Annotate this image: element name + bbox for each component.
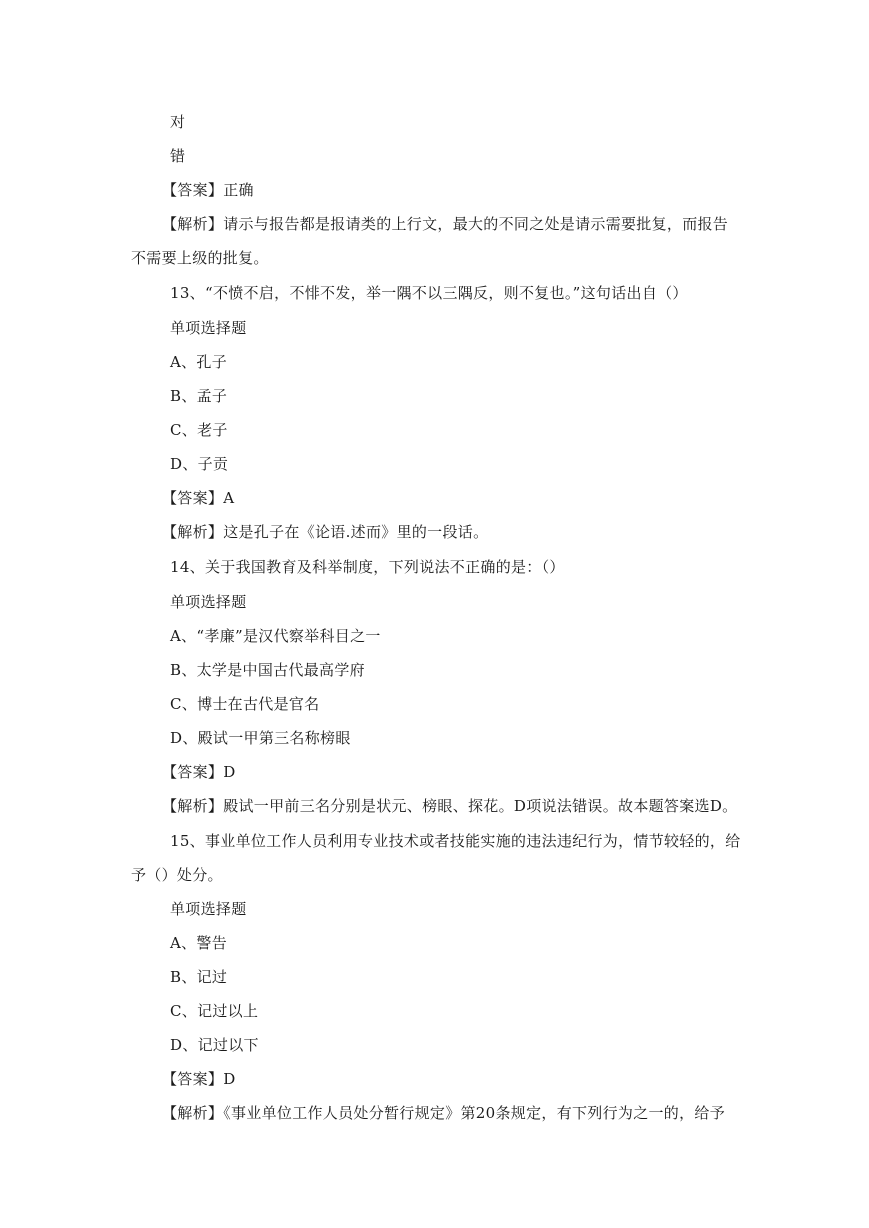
question-type: 单项选择题 [170, 593, 247, 611]
analysis-text: 请示与报告都是报请类的上行文，最大的不同之处是请示需要批复，而报告 [223, 215, 729, 233]
question-type: 单项选择题 [170, 319, 247, 337]
option-b: B、太学是中国古代最高学府 [170, 661, 365, 679]
analysis-line [162, 1103, 725, 1123]
analysis-label: 【解析】 [162, 1104, 224, 1122]
option-b: B、孟子 [170, 387, 228, 405]
analysis-text: 殿试一甲前三名分别是状元、榜眼、探花。D项说法错误。故本题答案选D。 [223, 797, 738, 815]
analysis-text: 《事业单位工作人员处分暂行规定》第20条规定，有下列行为之一的，给予 [223, 1104, 725, 1122]
answer-value: D [223, 763, 236, 781]
analysis-line [162, 796, 737, 816]
option-a: A、“孝廉”是汉代察举科目之一 [170, 627, 381, 645]
option-c: C、博士在古代是官名 [170, 695, 320, 713]
analysis-label: 【解析】 [162, 797, 224, 815]
option-d: D、殿试一甲第三名称榜眼 [170, 729, 351, 747]
option-d: D、子贡 [170, 455, 229, 473]
option-text: 错 [170, 147, 186, 165]
question-stem: 13、“不愤不启，不悱不发，举一隅不以三隅反，则不复也。”这句话出自（） [170, 284, 688, 302]
analysis-label: 【解析】 [162, 215, 224, 233]
analysis-line [162, 522, 488, 542]
answer-label: 【答案】 [162, 489, 224, 507]
answer-line [162, 1069, 236, 1089]
question-stem: 14、关于我国教育及科举制度，下列说法不正确的是：（） [170, 558, 565, 576]
answer-value: A [223, 489, 235, 507]
question-stem: 15、事业单位工作人员利用专业技术或者技能实施的违法违纪行为，情节较轻的，给 [170, 832, 741, 850]
answer-label: 【答案】 [162, 181, 224, 199]
analysis-text: 这是孔子在《论语.述而》里的一段话。 [223, 523, 489, 541]
option-b: B、记过 [170, 968, 228, 986]
option-c: C、记过以上 [170, 1002, 259, 1020]
option-c: C、老子 [170, 421, 228, 439]
option-text: 对 [170, 113, 186, 131]
answer-label: 【答案】 [162, 763, 224, 781]
option-a: A、孔子 [170, 353, 228, 371]
analysis-label: 【解析】 [162, 523, 224, 541]
answer-value: 正确 [223, 181, 254, 199]
answer-value: D [223, 1070, 236, 1088]
question-stem-continuation: 予（）处分。 [131, 866, 223, 884]
answer-line [162, 180, 254, 200]
answer-line [162, 762, 236, 782]
answer-line [162, 488, 234, 508]
answer-label: 【答案】 [162, 1070, 224, 1088]
analysis-continuation: 不需要上级的批复。 [131, 249, 269, 267]
analysis-line [162, 214, 728, 234]
question-type: 单项选择题 [170, 900, 247, 918]
option-d: D、记过以下 [170, 1036, 259, 1054]
option-a: A、警告 [170, 934, 228, 952]
